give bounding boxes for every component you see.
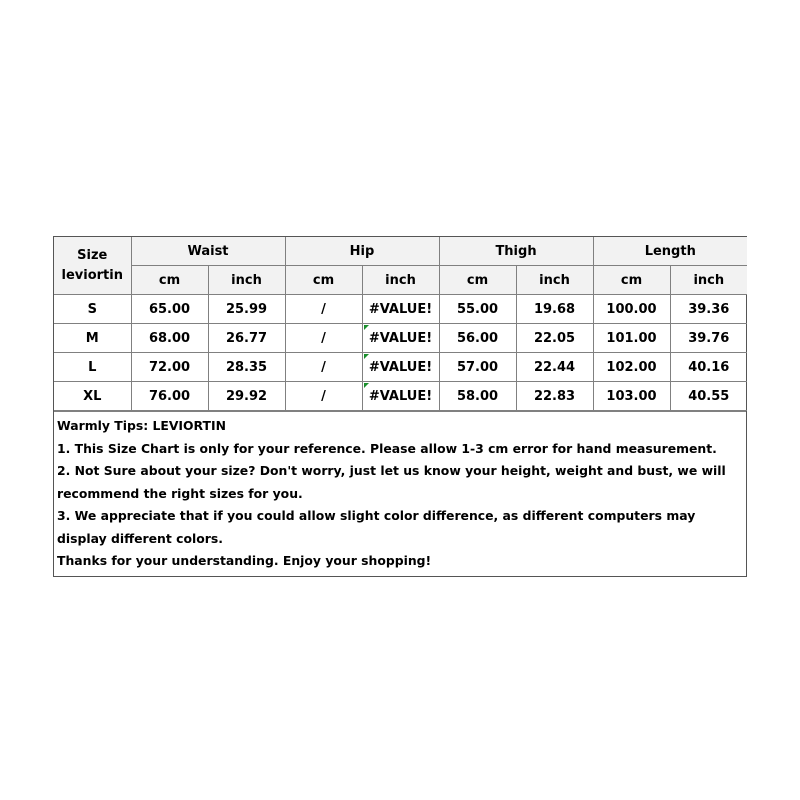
table-cell: 76.00: [131, 382, 208, 411]
table-cell: 65.00: [131, 295, 208, 324]
table-row: [54, 324, 747, 353]
unit-header-cell: cm: [131, 266, 208, 295]
table-cell: 26.77: [208, 324, 285, 353]
table-row: [54, 353, 747, 382]
table-cell: 40.55: [670, 382, 747, 411]
table-cell: #VALUE!: [362, 295, 439, 324]
table-cell: 103.00: [593, 382, 670, 411]
tip-line: Thanks for your understanding. Enjoy your shopping!: [57, 553, 432, 568]
unit-header-cell: inch: [516, 266, 593, 295]
size-header-label: Size: [77, 247, 108, 263]
cell-value: #VALUE!: [368, 388, 433, 404]
table-cell: 58.00: [439, 382, 516, 411]
size-column-header: [54, 237, 131, 295]
table-cell: 22.83: [516, 382, 593, 411]
unit-header-cell: inch: [670, 266, 747, 295]
table-cell: 57.00: [439, 353, 516, 382]
table-cell: /: [285, 382, 362, 411]
table-cell: 101.00: [593, 324, 670, 353]
tips-heading: Warmly Tips: LEVIORTIN: [57, 418, 226, 433]
group-header-row: [54, 237, 747, 266]
group-header-hip: Hip: [285, 237, 439, 266]
table-row: [54, 382, 747, 411]
table-cell: 28.35: [208, 353, 285, 382]
tip-line: 3. We appreciate that if you could allow slight color difference, as different computers may display different colors.: [57, 508, 696, 546]
table-cell: 100.00: [593, 295, 670, 324]
unit-header-cell: cm: [593, 266, 670, 295]
table-cell-error: [362, 353, 439, 382]
size-cell: S: [54, 295, 131, 324]
table-row: [54, 295, 747, 324]
tips-section: [54, 411, 746, 576]
size-cell: XL: [54, 382, 131, 411]
table-cell: 22.44: [516, 353, 593, 382]
size-cell: M: [54, 324, 131, 353]
table-cell: 39.76: [670, 324, 747, 353]
cell-value: #VALUE!: [368, 359, 433, 375]
table-cell: 102.00: [593, 353, 670, 382]
error-flag-icon: [364, 383, 369, 388]
table-cell: 68.00: [131, 324, 208, 353]
table-cell: 56.00: [439, 324, 516, 353]
group-header-waist: Waist: [131, 237, 285, 266]
size-chart: [53, 236, 747, 577]
unit-header-cell: inch: [208, 266, 285, 295]
tip-line: 2. Not Sure about your size? Don't worry, just let us know your height, weight and bust, we will recommend the right sizes for you.: [57, 463, 726, 501]
unit-header-cell: inch: [362, 266, 439, 295]
table-cell: 40.16: [670, 353, 747, 382]
table-cell: 55.00: [439, 295, 516, 324]
table-cell: /: [285, 295, 362, 324]
error-flag-icon: [364, 325, 369, 330]
table-cell: /: [285, 324, 362, 353]
table-cell: 29.92: [208, 382, 285, 411]
size-header-brand: leviortin: [61, 267, 123, 283]
table-cell: /: [285, 353, 362, 382]
size-table: [54, 237, 747, 411]
group-header-length: Length: [593, 237, 747, 266]
table-cell: 39.36: [670, 295, 747, 324]
table-cell: 25.99: [208, 295, 285, 324]
table-cell: 72.00: [131, 353, 208, 382]
table-cell: 19.68: [516, 295, 593, 324]
unit-header-row: [54, 266, 747, 295]
error-flag-icon: [364, 354, 369, 359]
table-cell-error: [362, 382, 439, 411]
size-cell: L: [54, 353, 131, 382]
cell-value: #VALUE!: [368, 330, 433, 346]
unit-header-cell: cm: [439, 266, 516, 295]
unit-header-cell: cm: [285, 266, 362, 295]
group-header-thigh: Thigh: [439, 237, 593, 266]
table-cell-error: [362, 324, 439, 353]
tip-line: 1. This Size Chart is only for your reference. Please allow 1-3 cm error for hand measurement.: [57, 440, 717, 456]
table-cell: 22.05: [516, 324, 593, 353]
